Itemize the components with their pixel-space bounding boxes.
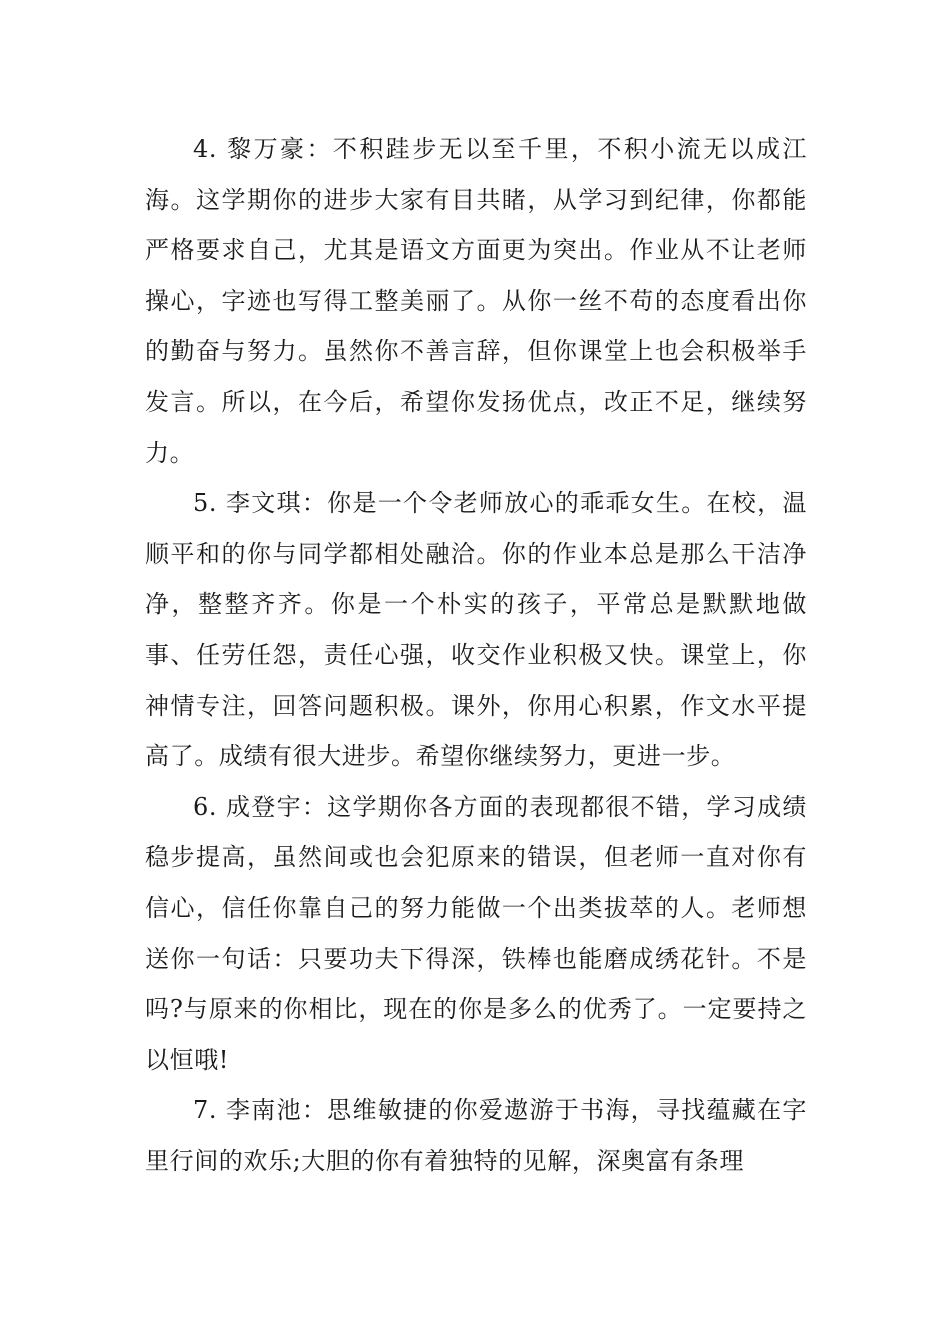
comment-paragraph-4: 4. 黎万豪：不积跬步无以至千里，不积小流无以成江海。这学期你的进步大家有目共睹，从学习到纪律，你都能严格要求自己，尤其是语文方面更为突出。作业从不让老师操心，字迹也写得工整美丽了。从你一丝不苟的态度看出你的勤奋与努力。虽然你不善言辞，但你课堂上也会积极举手发言。所以，在今后，希望你发扬优点，改正不足，继续努力。 bbox=[145, 135, 807, 467]
comment-paragraph-6: 6. 成登宇：这学期你各方面的表现都很不错，学习成绩稳步提高，虽然间或也会犯原来的错误，但老师一直对你有信心，信任你靠自己的努力能做一个出类拔萃的人。老师想送你一句话：只要功夫下得深，铁棒也能磨成绣花针。不是吗?与原来的你相比，现在的你是多么的优秀了。一定要持之以恒哦! bbox=[145, 792, 807, 1074]
comment-paragraph-5: 5. 李文琪：你是一个令老师放心的乖乖女生。在校，温顺平和的你与同学都相处融洽。你的作业本总是那么干洁净净，整整齐齐。你是一个朴实的孩子，平常总是默默地做事、任劳任怨，责任心强，收交作业积极又快。课堂上，你神情专注，回答问题积极。课外，你用心积累，作文水平提高了。成绩有很大进步。希望你继续努力，更进一步。 bbox=[145, 489, 807, 771]
comment-paragraph-7: 7. 李南池：思维敏捷的你爱遨游于书海，寻找蕴藏在字里行间的欢乐;大胆的你有着独特的见解，深奥富有条理 bbox=[145, 1096, 807, 1175]
document-body bbox=[145, 124, 807, 1186]
